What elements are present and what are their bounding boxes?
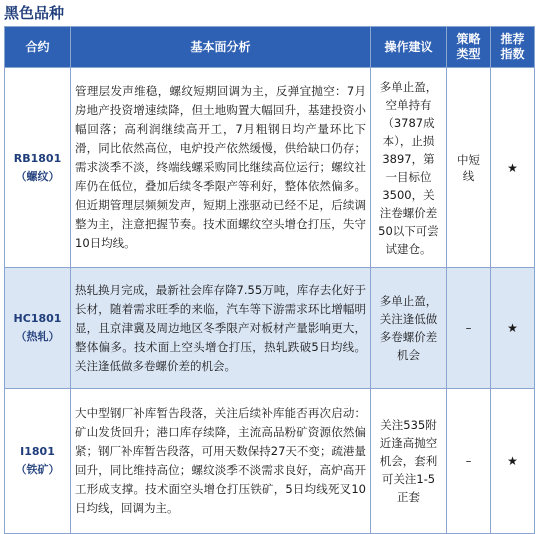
- table-row-rb1801: [5, 68, 535, 268]
- recommend-star-icon: ★: [491, 68, 535, 268]
- strategy-type-cell: 中短 线: [447, 68, 491, 268]
- advice-cell: 多单止盈，空单持有（3787成本），止损3897，第一目标位3500，关注卷螺价差50以下可尝试建仓。: [371, 68, 447, 268]
- analysis-cell: 管理层发声维稳，螺纹短期回调为主，反弹宜抛空：7月房地产投资增速续降，但土地购置大幅回升，基建投资小幅回落；高利润继续高开工，7月粗钢日均产量环比下滑，同比依然高位，电炉投产依然缓慢，供给缺口仍存；需求淡季不淡，终端线螺采购同比继续高位运行；螺纹社库仍在低位，叠加后续冬季限产等利好，整体依然偏多。但近期管理层频频发声，短期上涨驱动已经不足，后续调整为主，注意把握节奏。技术面螺纹空头增仓打压，失守10日均线。: [71, 68, 371, 268]
- advice-cell: 多单止盈，关注逢低做多卷螺价差机会: [371, 268, 447, 389]
- recommend-star-icon: ★: [491, 389, 535, 534]
- strategy-type-cell: –: [447, 389, 491, 534]
- header-advice: 操作建议: [371, 27, 447, 68]
- strategy-type-cell: –: [447, 268, 491, 389]
- header-analysis: 基本面分析: [71, 27, 371, 68]
- analysis-cell: 热轧换月完成，最新社会库存降7.55万吨，库存去化好于长材，随着需求旺季的来临，汽车等下游需求环比增幅明显，且京津冀及周边地区冬季限产对板材产量影响更大，整体偏多。技术面上空头增仓打压，热轧跌破5日均线。关注逢低做多卷螺价差的机会。: [71, 268, 371, 389]
- section-title: 黑色品种: [4, 4, 65, 22]
- table-row-i1801: [5, 389, 535, 534]
- header-strategy-type: 策略 类型: [447, 27, 491, 68]
- contract-cell: HC1801 （热轧）: [5, 268, 71, 389]
- advice-cell: 关注535附近逢高抛空机会，套利可关注1-5正套: [371, 389, 447, 534]
- header-recommend-index: 推荐 指数: [491, 27, 535, 68]
- contract-cell: I1801 （铁矿）: [5, 389, 71, 534]
- table-row-hc1801: [5, 268, 535, 389]
- contract-cell: RB1801 （螺纹）: [5, 68, 71, 268]
- header-contract: 合约: [5, 27, 71, 68]
- analysis-cell: 大中型钢厂补库暂告段落，关注后续补库能否再次启动：矿山发货回升；港口库存续降，主流高品粉矿资源依然偏紧；钢厂补库暂告段落，可用天数保持27天不变；疏港量回升，同比维持高位；螺纹淡季不淡需求良好，高炉高开工形成支撑。技术面空头增仓打压铁矿，5日均线死叉10日均线，回调为主。: [71, 389, 371, 534]
- recommend-star-icon: ★: [491, 268, 535, 389]
- table-header-row: [5, 27, 535, 68]
- futures-strategy-table: [4, 26, 535, 534]
